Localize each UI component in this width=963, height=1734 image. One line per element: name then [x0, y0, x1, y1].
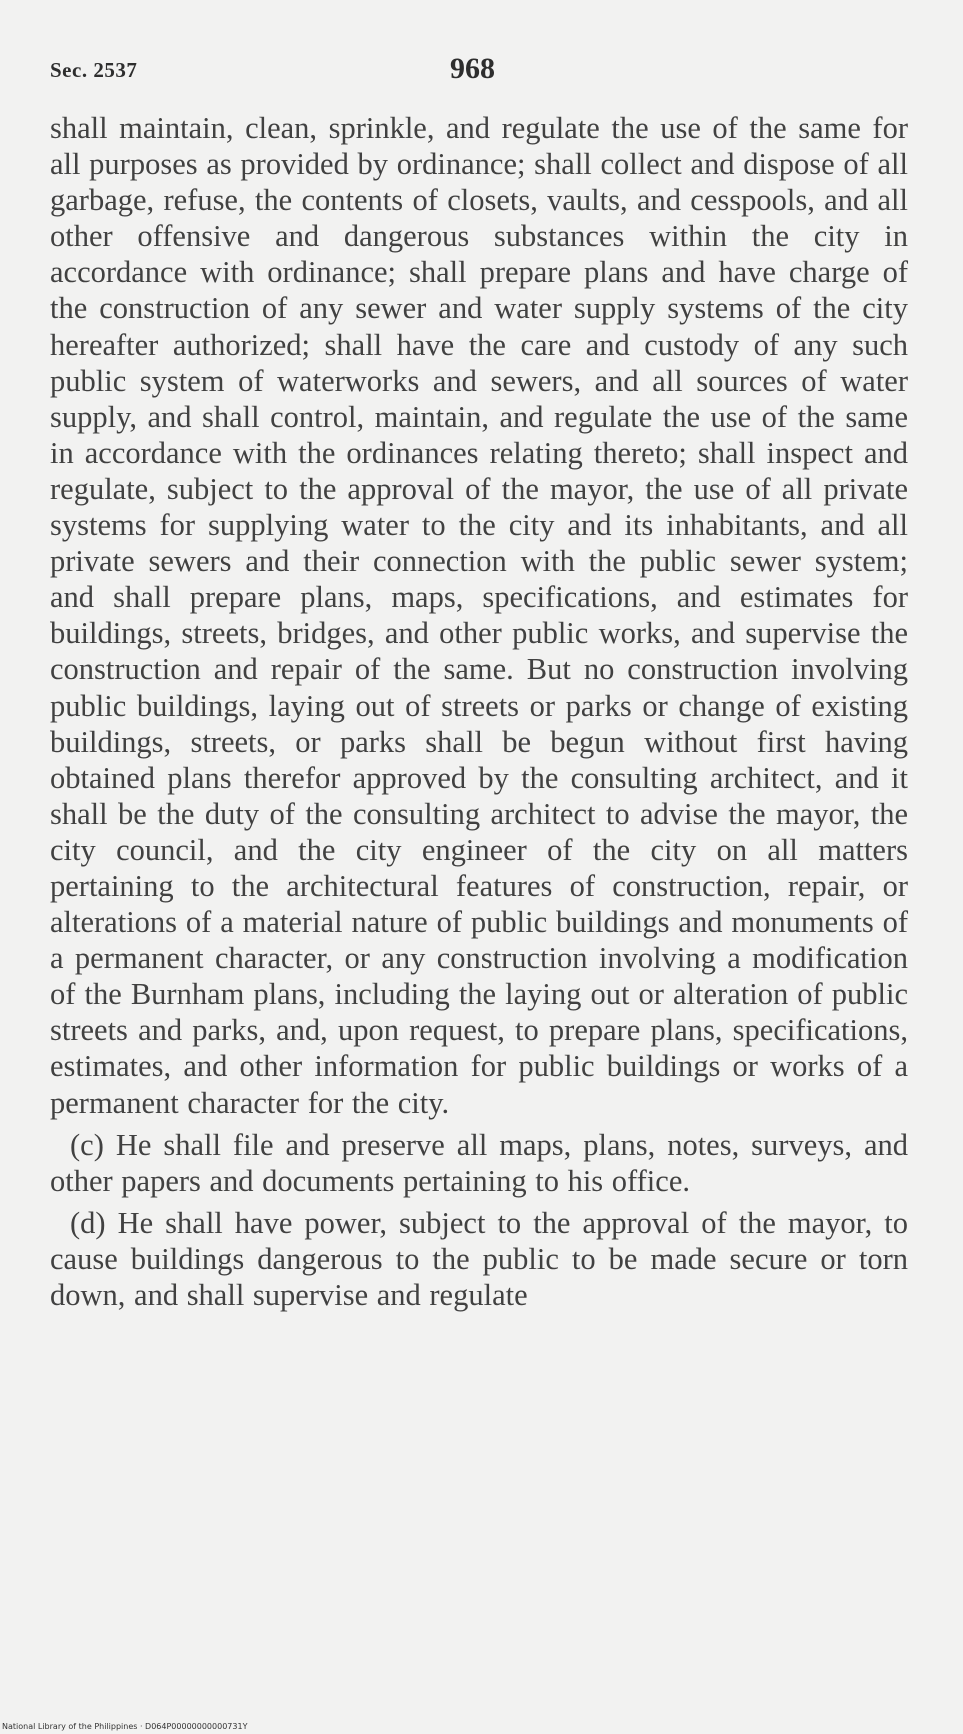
paragraph-c: (c) He shall file and preserve all maps, plans, notes, surveys, and other papers and documents pertaining to his office.	[50, 1127, 908, 1198]
footer-note: National Library of the Philippines · D064P00000000000731Y	[2, 1722, 248, 1731]
page-number: 968	[450, 52, 495, 85]
body-text	[50, 110, 908, 1313]
section-reference: Sec. 2537	[50, 58, 138, 82]
paragraph-d: (d) He shall have power, subject to the approval of the mayor, to cause buildings dangerous to the public to be made secure or torn down, and shall supervise and regulate	[50, 1205, 908, 1312]
paragraph-continuation: shall maintain, clean, sprinkle, and regulate the use of the same for all purposes as provided by ordinance; shall collect and dispose of all garbage, refuse, the contents of closets, vaults, and cesspools, and all other offensive and dangerous substances within the city in accordance with ordinance; shall prepare plans and have charge of the construction of any sewer and water supply systems of the city hereafter authorized; shall have the care and custody of any such public system of waterworks and sewers, and all sources of water supply, and shall control, maintain, and regulate the use of the same in accordance with the ordinances relating thereto; shall inspect and regulate, subject to the approval of the mayor, the use of all private systems for supplying water to the city and its inhabitants, and all private sewers and their connection with the public sewer system; and shall prepare plans, maps, specifications, and estimates for buildings, streets, bridges, and other public works, and supervise the construction and repair of the same. But no construction involving public buildings, laying out of streets or parks or change of existing buildings, streets, or parks shall be begun without first having obtained plans therefor approved by the consulting architect, and it shall be the duty of the consulting architect to advise the mayor, the city council, and the city engineer of the city on all matters pertaining to the architectural features of construction, repair, or alterations of a material nature of public buildings and monuments of a permanent character, or any construction involving a modification of the Burnham plans, including the laying out or alteration of public streets and parks, and, upon request, to prepare plans, specifications, estimates, and other information for public buildings or works of a permanent character for the city.	[50, 111, 908, 1120]
page-header	[50, 52, 910, 92]
